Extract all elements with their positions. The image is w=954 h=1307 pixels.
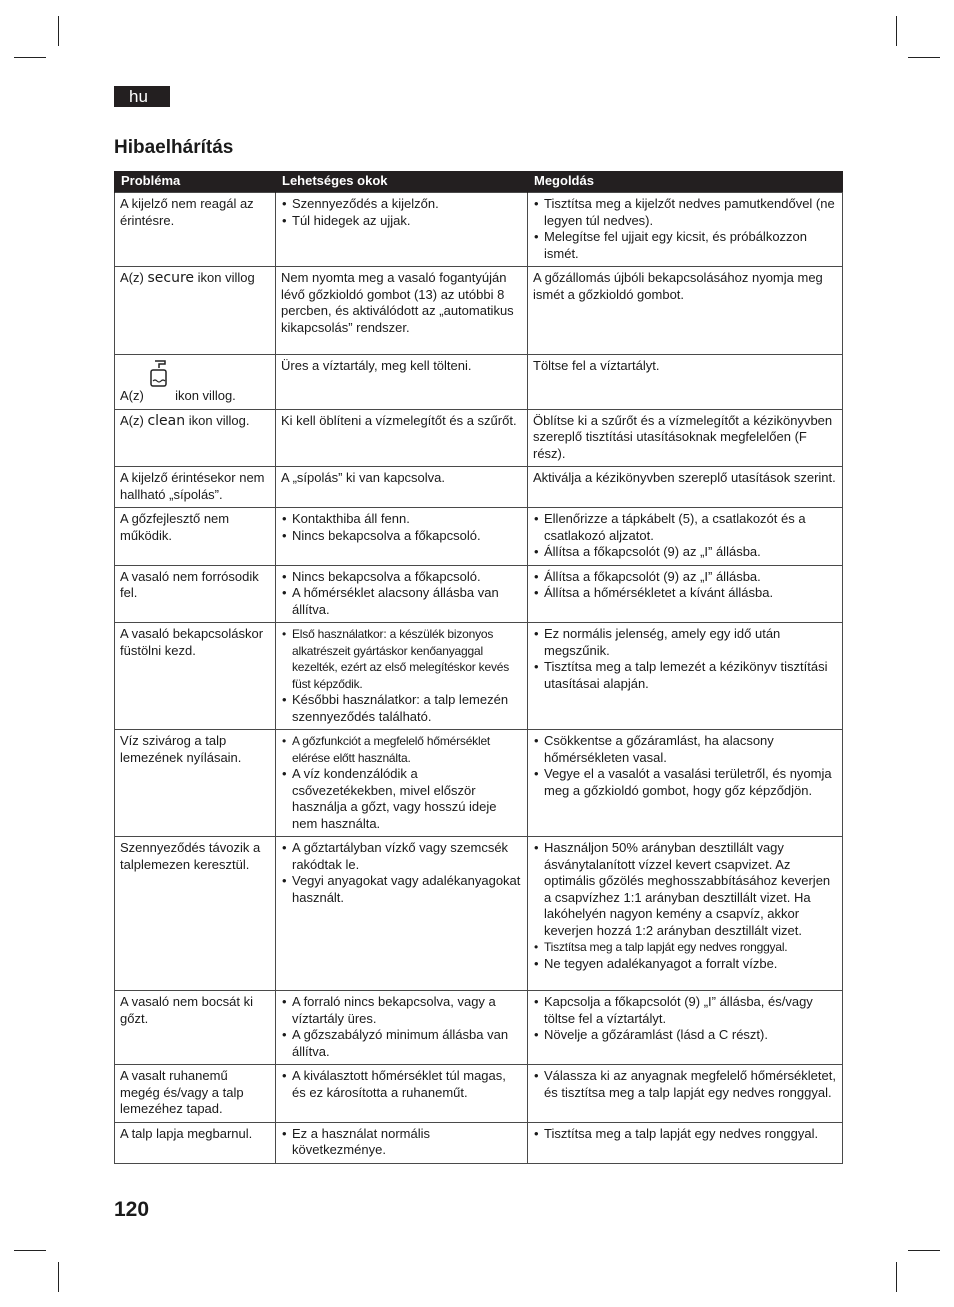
- table-row: [115, 730, 843, 837]
- table-row: [115, 1122, 843, 1163]
- cause-item: • Vegyi anyagokat vagy adalékanyagokat használt.: [281, 873, 522, 906]
- table-row: [115, 991, 843, 1065]
- cause-item: • Nincs bekapcsolva a főkapcsoló.: [281, 569, 522, 586]
- solution-item: • Vegye el a vasalót a vasalási területről, és nyomja meg a gőzkioldó gombot, hogy gőz képződjön.: [533, 766, 837, 799]
- solution-item: • Melegítse fel ujjait egy kicsit, és próbálkozzon ismét.: [533, 229, 837, 262]
- section-title: Hibaelhárítás: [114, 137, 234, 158]
- problem-cell: Víz szivárog a talp lemezének nyílásain.: [115, 730, 276, 837]
- column-header-solution: Megoldás: [528, 171, 843, 193]
- problem-cell: A talp lapja megbarnul.: [115, 1122, 276, 1163]
- problem-prefix: A(z): [120, 270, 144, 285]
- causes-cell: Üres a víztartály, meg kell tölteni.: [276, 355, 528, 410]
- causes-cell: [276, 508, 528, 566]
- solution-item: • Tisztítsa meg a talp lapját egy nedves ronggyal.: [533, 939, 837, 956]
- problem-prefix: A(z): [120, 412, 144, 428]
- solution-item: • Ellenőrizze a tápkábelt (5), a csatlakozót és a csatlakozó aljzatot.: [533, 511, 837, 544]
- problem-cell: [115, 355, 276, 410]
- secure-icon: secure: [147, 270, 195, 286]
- table-row: [115, 565, 843, 623]
- cause-item: • Első használatkor: a készülék bizonyos alkatrészeit gyártáskor kenőanyaggal kezelték, ezért az első melegítéskor kevés füst képződik.: [281, 626, 522, 692]
- crop-mark: [908, 1250, 940, 1251]
- causes-cell: [276, 565, 528, 623]
- crop-mark: [14, 1250, 46, 1251]
- causes-cell: [276, 623, 528, 730]
- problem-cell: A vasalt ruhanemű megég és/vagy a talp lemezéhez tapad.: [115, 1065, 276, 1123]
- solution-cell: [528, 1065, 843, 1123]
- causes-cell: Ki kell öblíteni a vízmelegítőt és a szűrőt.: [276, 409, 528, 467]
- problem-cell: A kijelző érintésekor nem hallható „sípolás”.: [115, 467, 276, 508]
- solution-cell: [528, 1122, 843, 1163]
- solution-item: • Állítsa a főkapcsolót (9) az „I” állásba.: [533, 544, 837, 561]
- table-row: [115, 267, 843, 355]
- problem-cell: [115, 409, 276, 467]
- water-tank-icon: [149, 359, 169, 394]
- problem-cell: [115, 267, 276, 355]
- troubleshooting-table: [114, 171, 843, 1164]
- problem-cell: A vasaló nem forrósodik fel.: [115, 565, 276, 623]
- table-row: [115, 508, 843, 566]
- cause-item: • A víz kondenzálódik a csővezetékekben, mivel először használja a gőzt, vagy hosszú ideje nem használta.: [281, 766, 522, 832]
- causes-cell: [276, 1122, 528, 1163]
- cause-item: • A forraló nincs bekapcsolva, vagy a víztartály üres.: [281, 994, 522, 1027]
- problem-cell: A kijelző nem reagál az érintésre.: [115, 193, 276, 267]
- crop-mark: [896, 1262, 897, 1292]
- problem-cell: A vasaló bekapcsoláskor füstölni kezd.: [115, 623, 276, 730]
- table-row: [115, 467, 843, 508]
- clean-icon: clean: [147, 412, 186, 429]
- problem-cell: A vasaló nem bocsát ki gőzt.: [115, 991, 276, 1065]
- problem-suffix: ikon villog: [197, 270, 255, 285]
- cause-item: • Túl hidegek az ujjak.: [281, 213, 522, 230]
- cause-item: • A hőmérséklet alacsony állásba van állítva.: [281, 585, 522, 618]
- solution-item: • Csökkentse a gőzáramlást, ha alacsony hőmérsékleten vasal.: [533, 733, 837, 766]
- causes-cell: A „sípolás” ki van kapcsolva.: [276, 467, 528, 508]
- table-row: [115, 193, 843, 267]
- causes-cell: [276, 837, 528, 991]
- solution-cell: Töltse fel a víztartályt.: [528, 355, 843, 410]
- causes-cell: [276, 193, 528, 267]
- solution-cell: A gőzállomás újbóli bekapcsolásához nyomja meg ismét a gőzkioldó gombot.: [528, 267, 843, 355]
- crop-mark: [896, 16, 897, 46]
- table-header-row: [115, 171, 843, 193]
- solution-cell: [528, 837, 843, 991]
- solution-cell: [528, 730, 843, 837]
- problem-cell: A gőzfejlesztő nem működik.: [115, 508, 276, 566]
- causes-cell: [276, 730, 528, 837]
- cause-item: • Nincs bekapcsolva a főkapcsoló.: [281, 528, 522, 545]
- solution-item: • Ne tegyen adalékanyagot a forralt vízbe.: [533, 956, 837, 973]
- solution-cell: Aktiválja a kézikönyvben szereplő utasítások szerint.: [528, 467, 843, 508]
- page-number: 120: [114, 1198, 150, 1221]
- solution-cell: [528, 565, 843, 623]
- cause-item: • Későbbi használatkor: a talp lemezén szennyeződés található.: [281, 692, 522, 725]
- solution-item: • Használjon 50% arányban desztillált vagy ásványtalanított vízzel kevert csapvizet. Az optimális gőzölés meghosszabbításához keverjen a csapvízhez 1:1 arányban desztillált vizet. Ha lakóhelyén nagyon kemény a csapvíz, akkor keverjen hozzá 1:2 arányban desztillált vizet.: [533, 840, 837, 939]
- cause-item: • A gőzszabályzó minimum állásba van állítva.: [281, 1027, 522, 1060]
- solution-cell: [528, 623, 843, 730]
- column-header-problem: Probléma: [115, 171, 276, 193]
- language-badge: hu: [114, 86, 170, 107]
- solution-item: • Állítsa a főkapcsolót (9) az „I” állásba.: [533, 569, 837, 586]
- cause-item: • Ez a használat normális következménye.: [281, 1126, 522, 1159]
- solution-item: • Tisztítsa meg a talp lapját egy nedves ronggyal.: [533, 1126, 837, 1143]
- cause-item: • A gőzfunkciót a megfelelő hőmérséklet elérése előtt használta.: [281, 733, 522, 766]
- table-row: [115, 355, 843, 410]
- solution-cell: [528, 508, 843, 566]
- solution-item: • Tisztítsa meg a kijelzőt nedves pamutkendővel (ne legyen túl nedves).: [533, 196, 837, 229]
- causes-cell: [276, 991, 528, 1065]
- causes-cell: [276, 1065, 528, 1123]
- table-row: [115, 837, 843, 991]
- cause-item: • A gőztartályban vízkő vagy szemcsék rakódtak le.: [281, 840, 522, 873]
- cause-item: • A kiválasztott hőmérséklet túl magas, és ez károsította a ruhaneműt.: [281, 1068, 522, 1101]
- solution-item: • Tisztítsa meg a talp lemezét a kézikönyv tisztítási utasításai alapján.: [533, 659, 837, 692]
- crop-mark: [908, 57, 940, 58]
- problem-suffix: ikon villog.: [175, 388, 236, 403]
- table-row: [115, 1065, 843, 1123]
- solution-item: • Állítsa a hőmérsékletet a kívánt állásba.: [533, 585, 837, 602]
- cause-item: • Kontakthiba áll fenn.: [281, 511, 522, 528]
- problem-cell: Szennyeződés távozik a talplemezen keresztül.: [115, 837, 276, 991]
- solution-cell: Öblítse ki a szűrőt és a vízmelegítőt a kézikönyvben szereplő tisztítási utasításoknak megfelelően (F rész).: [528, 409, 843, 467]
- crop-mark: [14, 57, 46, 58]
- causes-cell: Nem nyomta meg a vasaló fogantyúján lévő gőzkioldó gombot (13) az utóbbi 8 percben, és aktiválódott az „automatikus kikapcsolás” rendszer.: [276, 267, 528, 355]
- table-row: [115, 623, 843, 730]
- crop-mark: [58, 1262, 59, 1292]
- cause-item: • Szennyeződés a kijelzőn.: [281, 196, 522, 213]
- column-header-causes: Lehetséges okok: [276, 171, 528, 193]
- solution-cell: [528, 991, 843, 1065]
- table-row: [115, 409, 843, 467]
- problem-suffix: ikon villog.: [188, 412, 250, 428]
- solution-item: • Növelje a gőzáramlást (lásd a C részt).: [533, 1027, 837, 1044]
- crop-mark: [58, 16, 59, 46]
- solution-item: • Ez normális jelenség, amely egy idő után megszűnik.: [533, 626, 837, 659]
- solution-cell: [528, 193, 843, 267]
- problem-prefix: A(z): [120, 388, 144, 403]
- solution-item: • Kapcsolja a főkapcsolót (9) „I” állásba, és/vagy töltse fel a víztartályt.: [533, 994, 837, 1027]
- solution-item: • Válassza ki az anyagnak megfelelő hőmérsékletet, és tisztítsa meg a talp lapját egy nedves ronggyal.: [533, 1068, 837, 1101]
